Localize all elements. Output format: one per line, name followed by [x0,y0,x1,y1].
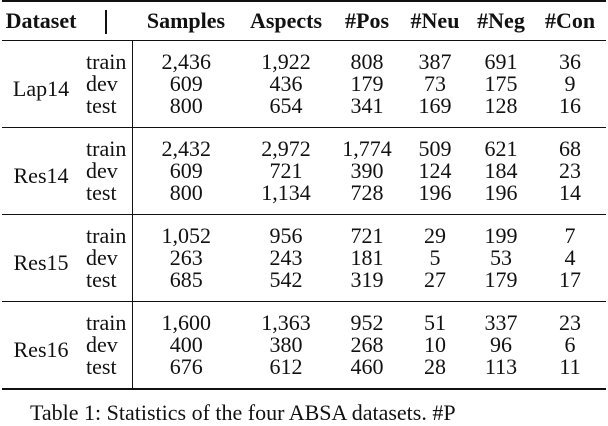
cell-con: 68 [559,136,581,161]
header-con: #Con [544,8,596,33]
cell-aspects: 1,363 [261,310,311,335]
cell-aspects: 243 [269,245,303,270]
cell-pos: 390 [350,158,384,183]
cell-neg: 175 [484,71,518,96]
dataset-name: Res16 [13,337,69,362]
cell-samples: 676 [169,354,203,379]
cell-pos: 721 [350,223,384,248]
cell-neu: 73 [424,71,446,96]
cell-pos: 181 [350,245,384,270]
cell-neg: 196 [484,180,518,205]
cell-neu: 51 [424,310,446,335]
header-neg: #Neg [477,8,525,33]
cell-aspects: 721 [269,158,303,183]
cell-neu: 5 [429,245,441,270]
table-body [2,41,606,390]
cell-con: 36 [559,49,581,74]
cell-pos: 1,774 [342,136,392,161]
table-row [2,160,606,182]
cell-aspects: 956 [269,223,303,248]
cell-samples: 1,052 [161,223,211,248]
cell-samples: 800 [169,93,203,118]
table-row [2,215,606,248]
split-label: dev [80,73,132,95]
split-label: test [80,95,132,128]
dataset-name: Res15 [13,250,69,275]
cell-samples: 263 [169,245,203,270]
split-label: train [80,41,132,74]
cell-pos: 268 [350,332,384,357]
table-row [2,128,606,161]
cell-pos: 341 [350,93,384,118]
dataset-name: Res14 [13,163,69,188]
header-neu: #Neu [410,8,460,33]
table-row [2,73,606,95]
cell-aspects: 1,134 [261,180,311,205]
cell-aspects: 436 [269,71,303,96]
table-row [2,334,606,356]
cell-neu: 124 [418,158,452,183]
cell-pos: 460 [350,354,384,379]
header-dataset: Dataset [5,8,77,33]
cell-neu: 10 [424,332,446,357]
cell-pos: 952 [350,310,384,335]
cell-neg: 128 [484,93,518,118]
cell-pos: 808 [350,49,384,74]
dataset-name: Lap14 [12,76,70,101]
cell-samples: 2,432 [161,136,211,161]
table-row [2,95,606,128]
table-row [2,356,606,389]
header-samples: Samples [146,8,226,33]
split-label: test [80,356,132,389]
cell-neg: 621 [484,136,518,161]
table-row [2,247,606,269]
table-row [2,41,606,74]
dataset-statistics-table [2,0,606,390]
split-label: test [80,269,132,302]
cell-neg: 199 [484,223,518,248]
header-pipe [105,10,106,34]
cell-con: 17 [559,267,581,292]
cell-pos: 728 [350,180,384,205]
table-caption: Table 1: Statistics of the four ABSA datasets. #P [30,400,456,425]
cell-samples: 685 [169,267,203,292]
cell-con: 6 [564,332,576,357]
cell-neg: 184 [484,158,518,183]
cell-neu: 387 [418,49,452,74]
cell-neg: 113 [484,354,518,379]
cell-con: 7 [564,223,576,248]
split-label: dev [80,334,132,356]
split-label: train [80,128,132,161]
table-row [2,269,606,302]
cell-con: 23 [559,158,581,183]
cell-neu: 169 [418,93,452,118]
cell-con: 4 [564,245,576,270]
cell-neg: 53 [490,245,512,270]
cell-con: 23 [559,310,581,335]
cell-neu: 196 [418,180,452,205]
cell-aspects: 542 [269,267,303,292]
cell-aspects: 1,922 [261,49,311,74]
split-label: test [80,182,132,215]
cell-neu: 29 [424,223,446,248]
split-label: train [80,302,132,335]
cell-aspects: 2,972 [261,136,311,161]
cell-neg: 179 [484,267,518,292]
cell-con: 11 [559,354,581,379]
header-aspects: Aspects [249,8,323,33]
cell-neg: 691 [484,49,518,74]
cell-samples: 2,436 [161,49,211,74]
cell-samples: 800 [169,180,203,205]
cell-con: 14 [559,180,581,205]
cell-pos: 179 [350,71,384,96]
cell-neu: 509 [418,136,452,161]
table-row [2,182,606,215]
header-separator [80,1,132,41]
cell-samples: 1,600 [161,310,211,335]
cell-neu: 27 [424,267,446,292]
header-pos: #Pos [345,8,389,33]
table-row [2,302,606,335]
cell-samples: 400 [169,332,203,357]
cell-aspects: 380 [269,332,303,357]
cell-samples: 609 [169,71,203,96]
split-label: train [80,215,132,248]
cell-aspects: 612 [269,354,303,379]
cell-pos: 319 [350,267,384,292]
cell-con: 9 [564,71,576,96]
cell-neg: 337 [484,310,518,335]
cell-samples: 609 [169,158,203,183]
cell-aspects: 654 [269,93,303,118]
split-label: dev [80,160,132,182]
cell-con: 16 [559,93,581,118]
split-label: dev [80,247,132,269]
cell-neg: 96 [490,332,512,357]
cell-neu: 28 [424,354,446,379]
